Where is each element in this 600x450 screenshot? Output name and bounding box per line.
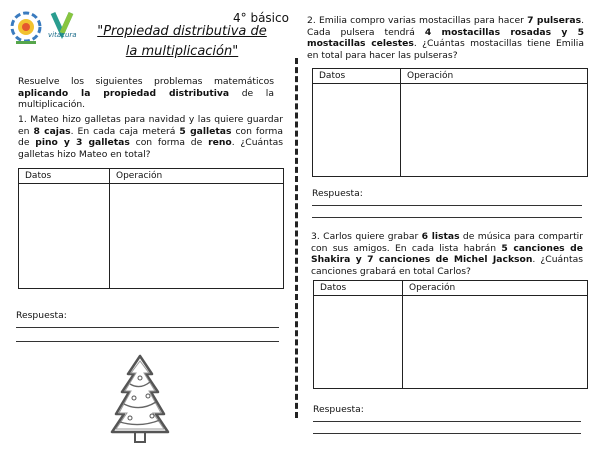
problem-text: de música para compartir con sus amigos. En cada lista habrán <box>311 231 584 254</box>
answer-line[interactable] <box>312 205 582 206</box>
problem-text: . ¿Cuántas canciones grabará en total Carlos? <box>311 254 583 277</box>
datos-cell[interactable] <box>19 184 110 289</box>
datos-header: Datos <box>313 69 401 84</box>
datos-cell[interactable] <box>314 296 403 389</box>
brand-name: vitacura <box>48 31 77 39</box>
problem-bold-text: 5 galletas <box>179 125 232 137</box>
problem-text: . ¿Cuántas galletas hizo Mateo en total? <box>18 137 283 160</box>
problem-text: . ¿Cuántas mostacillas tiene Emilia en total para hacer las pulseras? <box>307 38 584 61</box>
problem-text: 1. Mateo hizo galletas para navidad y las quiere guardar en <box>18 114 283 137</box>
problem-text: 3. Carlos quiere grabar <box>311 231 422 242</box>
operacion-header: Operación <box>110 169 284 184</box>
instructions: Resuelve los siguientes problemas matemáticos aplicando la propiedad distributiva de la multiplicación. <box>18 76 274 110</box>
answer-line[interactable] <box>313 421 581 422</box>
datos-header: Datos <box>19 169 110 184</box>
operacion-header: Operación <box>403 281 588 296</box>
problem-bold-text: 5 canciones de Shakira y 7 canciones de Michel Jackson <box>311 242 583 265</box>
christmas-tree-icon <box>110 352 170 446</box>
school-logo-icon <box>6 8 46 46</box>
problem-2-text <box>307 15 584 61</box>
answer-line[interactable] <box>312 217 582 218</box>
problem-text: 2. Emilia compro varias mostacillas para hacer <box>307 15 528 26</box>
problem-3-text <box>311 231 583 277</box>
answer-line[interactable] <box>16 341 279 342</box>
problem-bold-text: pino y 3 galletas <box>35 137 130 148</box>
problem-bold-text: 6 listas <box>421 231 460 242</box>
problem-1-work-table <box>18 168 284 289</box>
answer-line[interactable] <box>313 433 581 434</box>
operacion-cell[interactable] <box>110 184 284 289</box>
problem-1-text <box>18 114 283 160</box>
answer-label-3: Respuesta: <box>313 404 364 415</box>
problem-text: con forma de <box>18 125 283 148</box>
answer-label-1: Respuesta: <box>16 310 67 321</box>
operacion-cell[interactable] <box>403 296 588 389</box>
grade-label: 4° básico <box>233 11 289 25</box>
problem-bold-text: 4 mostacillas rosadas y 5 mostacillas celestes <box>307 26 585 49</box>
problem-text: . Cada pulsera tendrá <box>307 15 585 38</box>
problem-3-work-table <box>313 280 588 389</box>
answer-label-2: Respuesta: <box>312 188 363 199</box>
problem-bold-text: 7 pulseras <box>527 15 582 26</box>
worksheet-title: "Propiedad distributiva de la multiplicación" <box>97 24 267 59</box>
problem-bold-text: reno <box>208 137 232 148</box>
problem-bold-text: 8 cajas <box>33 125 71 137</box>
column-divider <box>295 58 298 418</box>
datos-header: Datos <box>314 281 403 296</box>
datos-cell[interactable] <box>313 84 401 177</box>
problem-text: con forma de <box>129 137 209 148</box>
operacion-header: Operación <box>401 69 588 84</box>
problem-text: . En cada caja meterá <box>70 125 180 137</box>
answer-line[interactable] <box>16 327 279 328</box>
operacion-cell[interactable] <box>401 84 588 177</box>
problem-2-work-table <box>312 68 588 177</box>
